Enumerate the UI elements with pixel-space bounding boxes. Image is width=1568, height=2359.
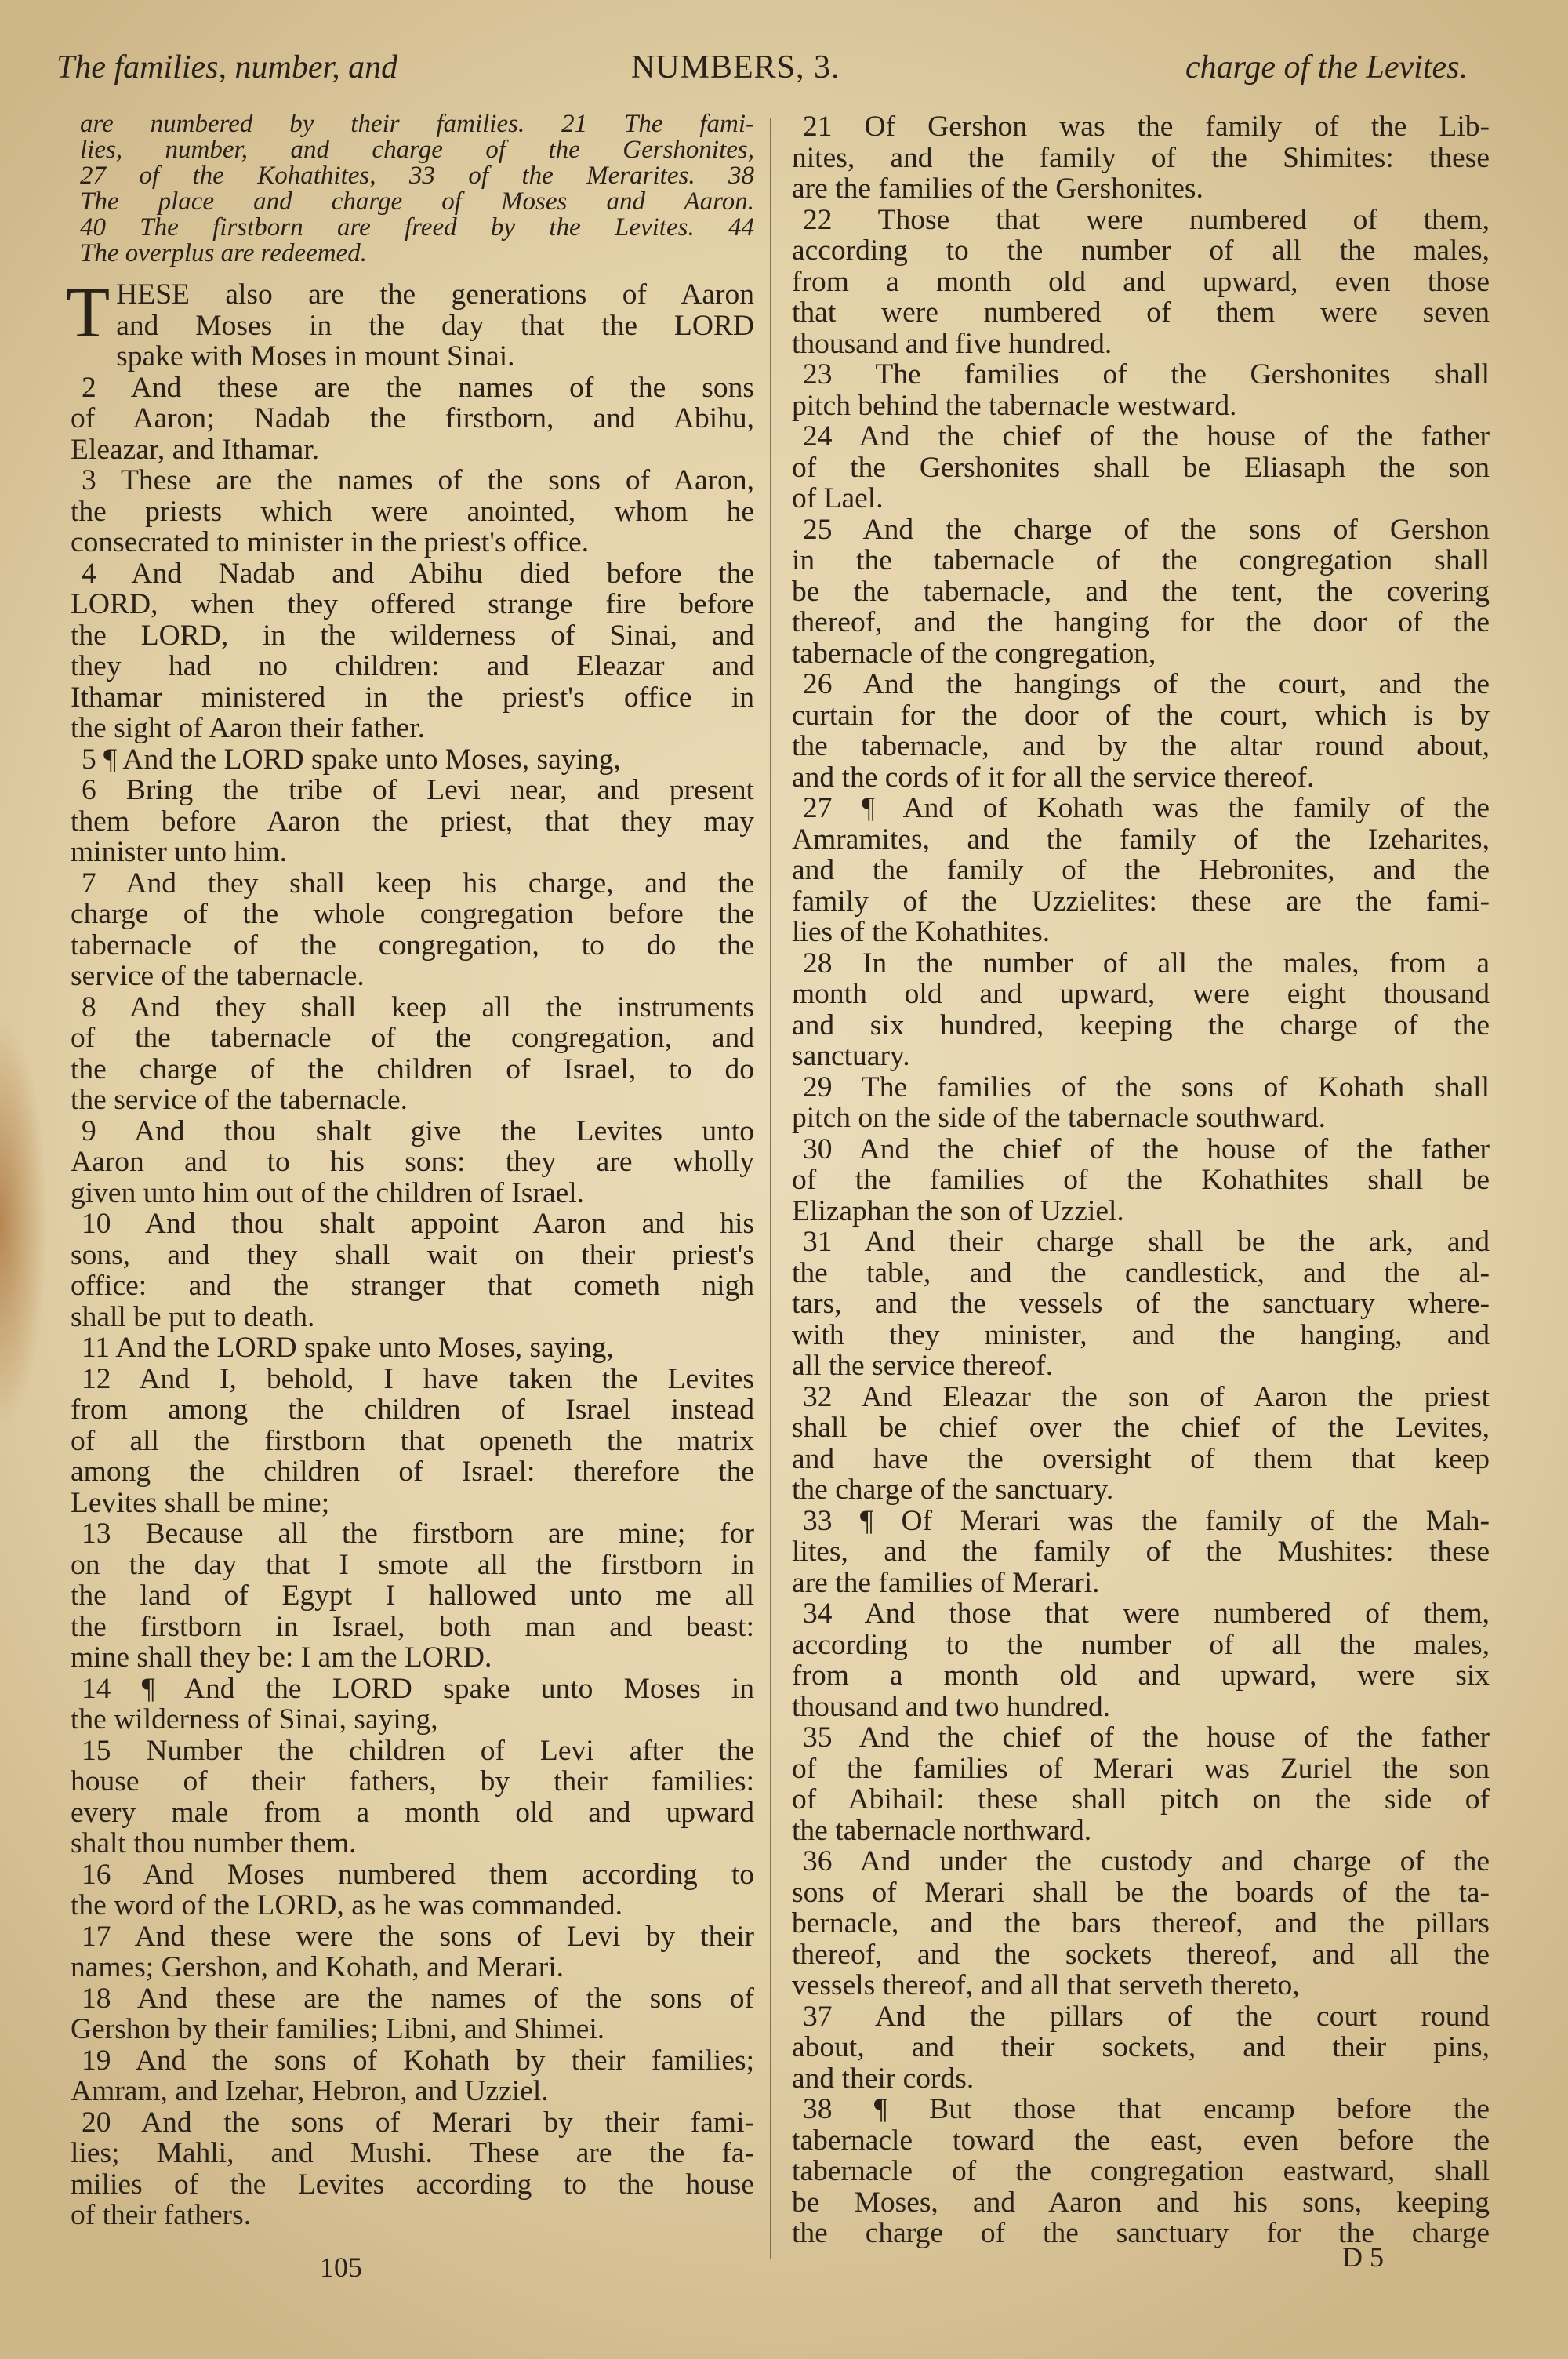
text-line: 18 And these are the names of the sons of xyxy=(82,1982,754,2015)
text-line: be Moses, and Aaron and his sons, keeping xyxy=(792,2186,1490,2219)
text-line: thereof, and the sockets thereof, and all the xyxy=(792,1938,1490,1971)
chapter-summary xyxy=(71,111,754,267)
text-line: and their cords. xyxy=(792,2062,975,2095)
text-line: tabernacle of the congregation eastward, shall xyxy=(792,2155,1490,2187)
verse xyxy=(792,1722,1490,1846)
text-line: about, and their sockets, and their pins, xyxy=(792,2031,1490,2063)
text-line: The overplus are redeemed. xyxy=(80,239,367,267)
text-line: tars, and the vessels of the sanctuary where- xyxy=(792,1288,1490,1320)
verse-1 xyxy=(66,272,754,373)
text-line: shall be chief over the chief of the Levites, xyxy=(792,1412,1490,1444)
text-line: 35 And the chief of the house of the father xyxy=(803,1721,1490,1754)
text-line: bernacle, and the bars thereof, and the pillars xyxy=(792,1907,1490,1939)
text-line: 25 And the charge of the sons of Gershon xyxy=(803,513,1490,546)
text-line: shall be put to death. xyxy=(71,1300,315,1333)
text-line: of Aaron; Nadab the firstborn, and Abihu, xyxy=(71,402,754,434)
verse xyxy=(71,1859,754,1921)
verse xyxy=(792,948,1490,1072)
text-line: 40 The firstborn are freed by the Levites. 44 xyxy=(80,213,754,242)
text-line: from a month old and upward, were six xyxy=(792,1659,1490,1692)
text-line: 27 of the Kohathites, 33 of the Merarites. 38 xyxy=(80,162,754,190)
verse xyxy=(792,2001,1490,2095)
text-line: 33 ¶ Of Merari was the family of the Mah- xyxy=(803,1504,1490,1537)
text-line: the tabernacle northward. xyxy=(792,1814,1092,1847)
text-line: 7 And they shall keep his charge, and the xyxy=(82,867,754,900)
text-line: and Moses in the day that the LORD xyxy=(116,309,754,342)
page-number: 105 xyxy=(320,2252,362,2283)
text-line: 4 And Nadab and Abihu died before the xyxy=(82,557,754,590)
text-line: and have the oversight of them that keep xyxy=(792,1442,1490,1475)
text-line: lies, number, and charge of the Gershonites, xyxy=(80,136,754,164)
text-line: Elizaphan the son of Uzziel. xyxy=(792,1194,1124,1227)
text-line: thereof, and the hanging for the door of the xyxy=(792,606,1490,638)
left-verses xyxy=(71,373,754,2231)
verse xyxy=(71,1116,754,1209)
text-line: according to the number of all the males, xyxy=(792,1628,1490,1661)
text-line: from a month old and upward, even those xyxy=(792,265,1490,298)
text-line: 17 And these were the sons of Levi by their xyxy=(82,1920,754,1953)
text-line: 6 Bring the tribe of Levi near, and present xyxy=(82,774,754,806)
text-line: 9 And thou shalt give the Levites unto xyxy=(82,1114,754,1147)
book-chapter-title: NUMBERS, 3. xyxy=(631,49,840,85)
signature-mark: D 5 xyxy=(1342,2241,1384,2273)
text-line: 5 ¶ And the LORD spake unto Moses, saying, xyxy=(82,743,621,776)
text-line: the tabernacle, and by the altar round about, xyxy=(792,730,1490,762)
verse xyxy=(792,1072,1490,1134)
text-line: HESE also are the generations of Aaron xyxy=(116,278,754,311)
verse xyxy=(71,775,754,868)
verse xyxy=(792,793,1490,948)
text-line: tabernacle of the congregation, to do the xyxy=(71,929,754,961)
verse xyxy=(71,465,754,558)
text-line: 24 And the chief of the house of the father xyxy=(803,420,1490,453)
text-line: house of their fathers, by their families: xyxy=(71,1765,754,1797)
text-line: nites, and the family of the Shimites: these xyxy=(792,141,1490,174)
verse xyxy=(71,2045,754,2107)
text-line: in the tabernacle of the congregation shall xyxy=(792,544,1490,576)
text-line: be the tabernacle, and the tent, the covering xyxy=(792,575,1490,608)
text-line: 37 And the pillars of the court round xyxy=(803,2000,1490,2033)
text-line: 31 And their charge shall be the ark, and xyxy=(803,1226,1490,1258)
text-line: given unto him out of the children of Israel. xyxy=(71,1176,585,1209)
text-line: on the day that I smote all the firstborn in xyxy=(71,1548,754,1581)
verse xyxy=(792,514,1490,670)
text-line: 15 Number the children of Levi after the xyxy=(82,1734,754,1767)
verse xyxy=(792,1134,1490,1227)
verse xyxy=(71,1518,754,1674)
text-line: the priests which were anointed, whom he xyxy=(71,495,754,528)
text-line: The place and charge of Moses and Aaron. xyxy=(80,187,754,216)
verse xyxy=(792,1382,1490,1506)
text-line: month old and upward, were eight thousand xyxy=(792,978,1490,1010)
text-line: 16 And Moses numbered them according to xyxy=(82,1858,754,1891)
verse xyxy=(792,1506,1490,1599)
text-line: 13 Because all the firstborn are mine; for xyxy=(82,1518,754,1550)
text-line: the word of the LORD, as he was commanded. xyxy=(71,1889,622,1921)
text-line: Eleazar, and Ithamar. xyxy=(71,433,320,466)
text-line: and six hundred, keeping the charge of the xyxy=(792,1009,1490,1041)
verse xyxy=(792,421,1490,514)
text-line: minister unto him. xyxy=(71,836,288,868)
text-line: mine shall they be: I am the LORD. xyxy=(71,1641,492,1674)
text-line: of the families of Merari was Zuriel the son xyxy=(792,1752,1490,1785)
text-line: the sight of Aaron their father. xyxy=(71,712,425,744)
text-line: curtain for the door of the court, which is by xyxy=(792,699,1490,732)
text-line: family of the Uzzielites: these are the fami- xyxy=(792,885,1490,918)
text-line: the charge of the sanctuary. xyxy=(792,1474,1114,1506)
text-line: the LORD, in the wilderness of Sinai, and xyxy=(71,619,754,652)
text-line: 38 ¶ But those that encamp before the xyxy=(803,2093,1490,2125)
text-line: 26 And the hangings of the court, and the xyxy=(803,668,1490,700)
running-head-left: The families, number, and xyxy=(56,49,398,85)
text-line: 22 Those that were numbered of them, xyxy=(803,203,1490,236)
text-line: 21 Of Gershon was the family of the Lib- xyxy=(803,111,1490,143)
text-line: according to the number of all the males, xyxy=(792,234,1490,267)
verse xyxy=(71,1209,754,1332)
verse xyxy=(71,744,754,776)
text-line: charge of the whole congregation before the xyxy=(71,898,754,930)
text-line: names; Gershon, and Kohath, and Merari. xyxy=(71,1951,564,1983)
text-line: spake with Moses in mount Sinai. xyxy=(116,340,515,373)
drop-cap: T xyxy=(66,272,111,352)
text-line: them before Aaron the priest, that they may xyxy=(71,805,754,838)
text-line: 2 And these are the names of the sons xyxy=(82,371,754,404)
text-line: 36 And under the custody and charge of the xyxy=(803,1845,1490,1877)
text-line: LORD, when they offered strange fire before xyxy=(71,588,754,620)
verse xyxy=(792,111,1490,205)
verse xyxy=(71,373,754,466)
text-line: 20 And the sons of Merari by their fami- xyxy=(82,2106,754,2139)
text-line: pitch behind the tabernacle westward. xyxy=(792,389,1237,422)
text-line: lies; Mahli, and Mushi. These are the fa- xyxy=(71,2137,754,2169)
verse xyxy=(71,2107,754,2231)
text-line: 28 In the number of all the males, from a xyxy=(803,947,1490,980)
verse xyxy=(792,1846,1490,2001)
text-line: 12 And I, behold, I have taken the Levites xyxy=(82,1362,754,1395)
text-line: vessels thereof, and all that serveth thereto, xyxy=(792,1969,1300,2001)
text-line: all the service thereof. xyxy=(792,1350,1054,1382)
left-column xyxy=(66,110,754,2231)
text-line: consecrated to minister in the priest's office. xyxy=(71,526,590,558)
verse xyxy=(71,1332,754,1364)
text-line: the land of Egypt I hallowed unto me all xyxy=(71,1579,754,1612)
text-line: are numbered by their families. 21 The fami- xyxy=(80,110,754,138)
text-line: 8 And they shall keep all the instruments xyxy=(82,990,754,1023)
text-line: 10 And thou shalt appoint Aaron and his xyxy=(82,1208,754,1240)
text-line: and the cords of it for all the service thereof. xyxy=(792,761,1315,794)
verse xyxy=(71,992,754,1116)
text-line: among the children of Israel: therefore the xyxy=(71,1456,754,1488)
verse xyxy=(71,1921,754,1983)
text-line: Aaron and to his sons: they are wholly xyxy=(71,1146,754,1178)
running-head-right: charge of the Levites. xyxy=(1185,49,1468,85)
text-line: of the tabernacle of the congregation, and xyxy=(71,1022,754,1054)
text-line: 34 And those that were numbered of them, xyxy=(803,1598,1490,1630)
text-line: from among the children of Israel instead xyxy=(71,1394,754,1426)
text-line: they had no children: and Eleazar and xyxy=(71,650,754,682)
verse xyxy=(792,1598,1490,1722)
verse xyxy=(792,669,1490,793)
verse xyxy=(792,2094,1490,2249)
text-line: Amram, and Izehar, Hebron, and Uzziel. xyxy=(71,2075,549,2107)
text-line: are the families of the Gershonites. xyxy=(792,173,1203,205)
text-line: 11 And the LORD spake unto Moses, saying, xyxy=(82,1332,614,1364)
text-line: the service of the tabernacle. xyxy=(71,1084,408,1116)
text-line: that were numbered of them were seven xyxy=(792,296,1490,329)
column-divider xyxy=(770,118,771,2259)
text-line: of the Gershonites shall be Eliasaph the son xyxy=(792,451,1490,484)
text-line: the charge of the sanctuary for the charge xyxy=(792,2217,1490,2249)
text-line: 19 And the sons of Kohath by their families; xyxy=(82,2044,754,2077)
verse xyxy=(71,1736,754,1859)
text-line: sons, and they shall wait on their priest's xyxy=(71,1238,754,1271)
text-line: of the families of the Kohathites shall be xyxy=(792,1164,1490,1196)
text-line: lites, and the family of the Mushites: these xyxy=(792,1536,1490,1568)
text-line: the table, and the candlestick, and the al- xyxy=(792,1256,1490,1289)
text-line: thousand and five hundred. xyxy=(792,327,1112,360)
text-line: milies of the Levites according to the house xyxy=(71,2168,754,2201)
text-line: the wilderness of Sinai, saying, xyxy=(71,1703,438,1736)
verse xyxy=(71,868,754,992)
text-line: tabernacle of the congregation, xyxy=(792,637,1156,670)
text-line: with they minister, and the hanging, and xyxy=(792,1318,1490,1351)
text-line: of Lael. xyxy=(792,482,884,514)
text-line: 14 ¶ And the LORD spake unto Moses in xyxy=(82,1672,754,1705)
text-line: Amramites, and the family of the Izeharites, xyxy=(792,823,1490,856)
text-line: of all the firstborn that openeth the matrix xyxy=(71,1424,754,1457)
text-line: of their fathers. xyxy=(71,2199,252,2231)
verse xyxy=(71,1983,754,2045)
text-line: 3 These are the names of the sons of Aaron, xyxy=(82,464,754,496)
text-line: sanctuary. xyxy=(792,1040,910,1072)
verse xyxy=(792,1227,1490,1382)
text-line: 29 The families of the sons of Kohath shall xyxy=(803,1070,1490,1103)
text-line: Ithamar ministered in the priest's office in xyxy=(71,681,754,714)
text-line: the firstborn in Israel, both man and beast: xyxy=(71,1610,754,1643)
verse xyxy=(792,205,1490,360)
text-line: service of the tabernacle. xyxy=(71,960,365,992)
verse xyxy=(792,359,1490,421)
text-line: office: and the stranger that cometh nigh xyxy=(71,1270,754,1302)
text-line: sons of Merari shall be the boards of the ta- xyxy=(792,1876,1490,1909)
text-line: thousand and two hundred. xyxy=(792,1690,1111,1723)
verse xyxy=(71,1674,754,1736)
text-line: 27 ¶ And of Kohath was the family of the xyxy=(803,792,1490,824)
text-line: pitch on the side of the tabernacle southward. xyxy=(792,1102,1327,1134)
verse xyxy=(71,558,754,744)
text-line: tabernacle toward the east, even before the xyxy=(792,2124,1490,2157)
text-line: shalt thou number them. xyxy=(71,1827,357,1859)
text-line: 23 The families of the Gershonites shall xyxy=(803,358,1490,391)
text-line: every male from a month old and upward xyxy=(71,1796,754,1829)
text-line: of Abihail: these shall pitch on the side of xyxy=(792,1783,1490,1816)
right-column xyxy=(792,111,1490,2249)
text-line: 30 And the chief of the house of the father xyxy=(803,1132,1490,1165)
verse xyxy=(71,1364,754,1519)
text-line: Gershon by their families; Libni, and Shimei. xyxy=(71,2013,605,2045)
text-line: 32 And Eleazar the son of Aaron the priest xyxy=(803,1380,1490,1413)
text-line: lies of the Kohathites. xyxy=(792,916,1051,948)
text-line: Levites shall be mine; xyxy=(71,1486,330,1519)
text-line: and the family of the Hebronites, and the xyxy=(792,854,1490,886)
text-line: are the families of Merari. xyxy=(792,1566,1100,1599)
text-line: the charge of the children of Israel, to do xyxy=(71,1052,754,1085)
